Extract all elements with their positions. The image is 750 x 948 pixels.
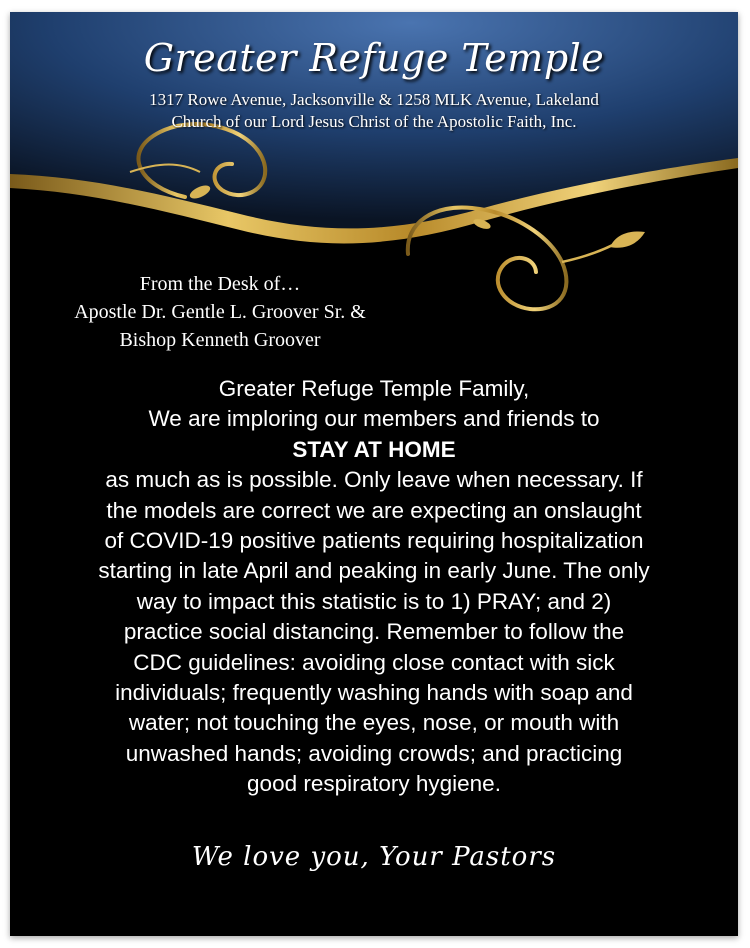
message-line: as much as is possible. Only leave when necessary. If	[105, 467, 643, 493]
church-address: 1317 Rowe Avenue, Jacksonville & 1258 MLK Avenue, Lakeland	[149, 90, 599, 109]
message-line: CDC guidelines: avoiding close contact with sick	[133, 649, 615, 675]
message-intro: We are imploring our members and friends to	[148, 406, 600, 432]
church-title: Greater Refuge Temple	[143, 36, 605, 80]
message-line: good respiratory hygiene.	[247, 771, 501, 797]
message-line: practice social distancing. Remember to follow the	[123, 619, 625, 645]
from-desk-block	[30, 270, 410, 354]
message-line: the models are correct we are expecting an onslaught	[106, 497, 642, 523]
closing-signature: We love you, Your Pastors	[191, 842, 557, 872]
message-line: of COVID-19 positive patients requiring hospitalization	[104, 528, 644, 554]
desk-line: Apostle Dr. Gentle L. Groover Sr. &	[74, 301, 366, 323]
message-body	[10, 374, 738, 800]
desk-line: Bishop Kenneth Groover	[119, 329, 321, 351]
flyer	[10, 12, 738, 936]
message-line: starting in late April and peaking in early June. The only	[98, 558, 650, 584]
message-line: unwashed hands; avoiding crowds; and practicing	[125, 740, 623, 766]
desk-line: From the Desk of…	[139, 273, 301, 295]
message-line: water; not touching the eyes, nose, or mouth with	[128, 710, 620, 736]
message-line: individuals; frequently washing hands with soap and	[115, 680, 633, 706]
church-affiliation: Church of our Lord Jesus Christ of the Apostolic Faith, Inc.	[171, 112, 577, 131]
message-line: way to impact this statistic is to 1) PRAY; and 2)	[136, 588, 612, 614]
message-greeting: Greater Refuge Temple Family,	[218, 376, 530, 401]
stay-at-home-emphasis: STAY AT HOME	[292, 436, 456, 462]
